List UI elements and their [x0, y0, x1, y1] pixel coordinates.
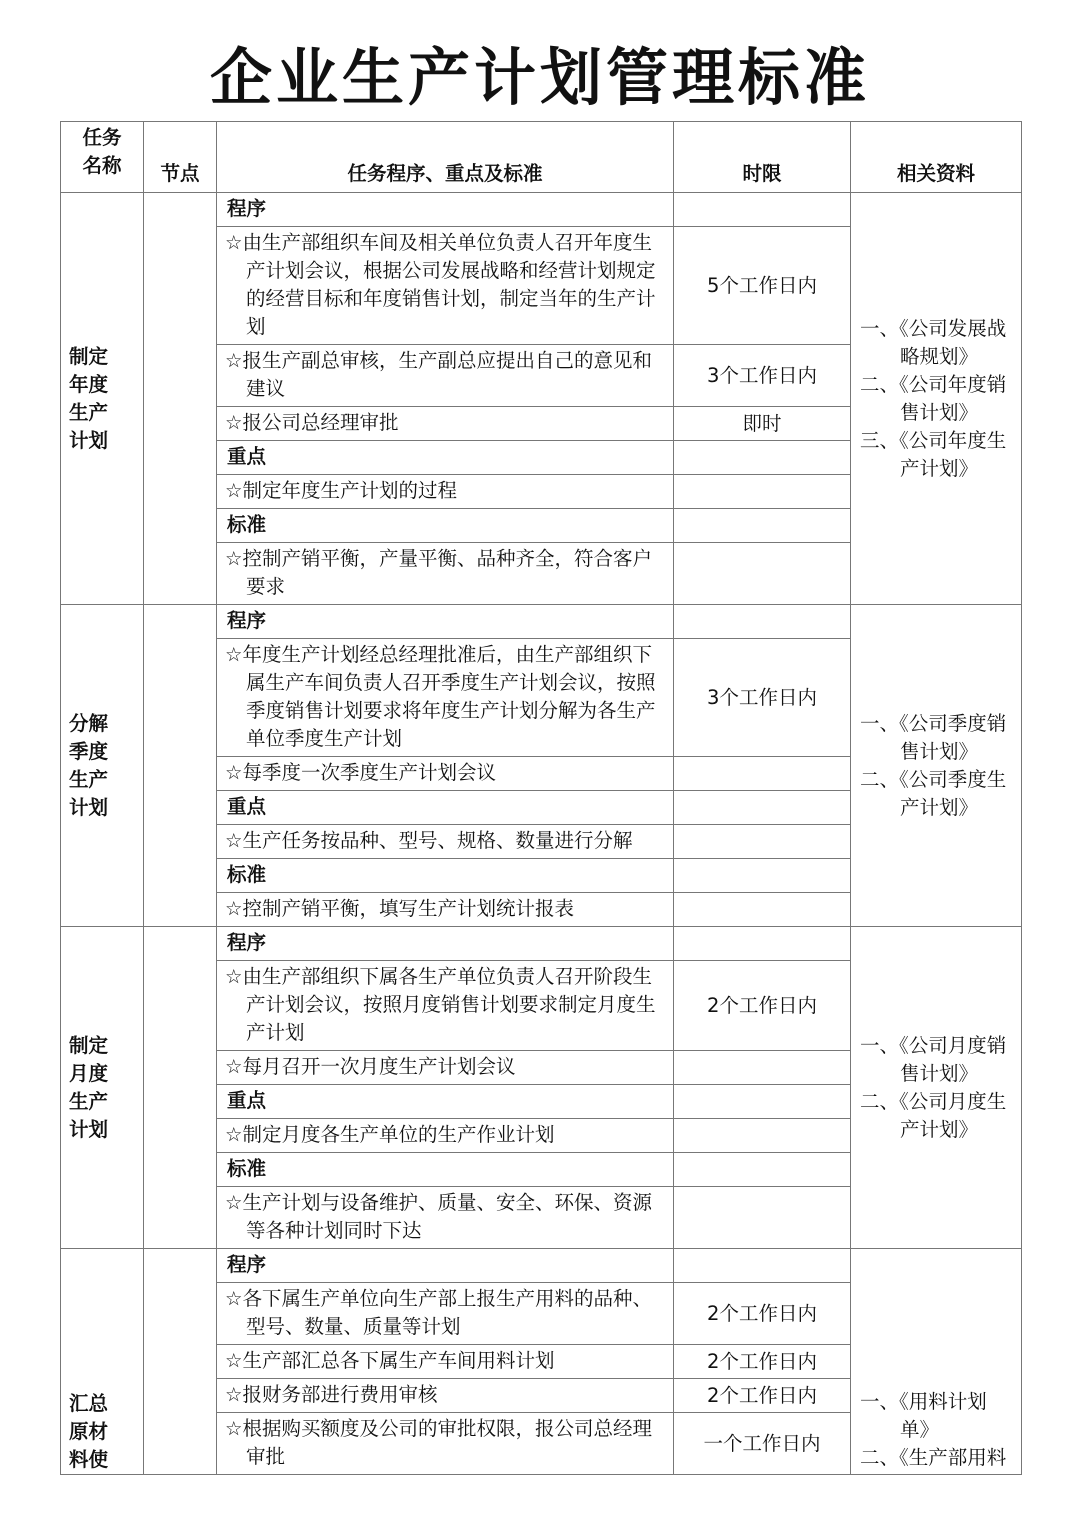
- time-limit: [674, 859, 851, 893]
- reference-item: 二、《公司季度生产计划》: [860, 767, 1007, 819]
- time-limit: [674, 1153, 851, 1187]
- time-limit: 一个工作日内: [674, 1413, 851, 1475]
- procedure-item: ☆制定年度生产计划的过程: [217, 475, 674, 509]
- procedure-item: ☆每月召开一次月度生产计划会议: [217, 1051, 674, 1085]
- section-heading: 程序: [217, 1249, 674, 1283]
- header-task-name: 任务名称: [61, 122, 144, 193]
- procedure-item: ☆生产任务按品种、型号、规格、数量进行分解: [217, 825, 674, 859]
- reference-item: 三、《公司年度生产计划》: [860, 428, 1007, 480]
- header-procedure: 任务程序、重点及标准: [217, 122, 674, 193]
- section-heading: 重点: [217, 441, 674, 475]
- reference-item: 二、《公司年度销售计划》: [860, 372, 1007, 424]
- procedure-item: ☆控制产销平衡，产量平衡、品种齐全，符合客户要求: [217, 543, 674, 605]
- header-time-limit: 时限: [674, 122, 851, 193]
- time-limit: 3个工作日内: [674, 345, 851, 407]
- time-limit: [674, 543, 851, 605]
- time-limit: 3个工作日内: [674, 639, 851, 757]
- table-row: [61, 193, 1022, 227]
- task-name: 制定月度生产计划: [69, 1033, 109, 1141]
- section-heading: 程序: [217, 193, 674, 227]
- task-name-cell: [61, 605, 144, 927]
- time-limit: [674, 475, 851, 509]
- references-cell: [851, 927, 1022, 1249]
- reference-item: 一、《用料计划单》: [860, 1390, 987, 1441]
- time-limit: [674, 1085, 851, 1119]
- time-limit: 2个工作日内: [674, 1283, 851, 1345]
- reference-item: 一、《公司月度销售计划》: [860, 1033, 1007, 1085]
- time-limit: [674, 605, 851, 639]
- section-heading: 重点: [217, 1085, 674, 1119]
- section-heading: 标准: [217, 859, 674, 893]
- header-node: 节点: [144, 122, 217, 193]
- time-limit: [674, 509, 851, 543]
- node-cell: [144, 1249, 217, 1475]
- references-cell: [851, 605, 1022, 927]
- procedure-item: ☆每季度一次季度生产计划会议: [217, 757, 674, 791]
- procedure-item: ☆制定月度各生产单位的生产作业计划: [217, 1119, 674, 1153]
- procedure-item: ☆年度生产计划经总经理批准后，由生产部组织下属生产车间负责人召开季度生产计划会议，按照季度销售计划要求将年度生产计划分解为各生产单位季度生产计划: [217, 639, 674, 757]
- node-cell: [144, 927, 217, 1249]
- references-cell: [851, 193, 1022, 605]
- plan-standard-table: [60, 121, 1022, 1475]
- task-name-cell: [61, 1249, 144, 1475]
- table-row: [61, 927, 1022, 961]
- time-limit: 2个工作日内: [674, 1379, 851, 1413]
- time-limit: [674, 1249, 851, 1283]
- time-limit: [674, 1051, 851, 1085]
- procedure-item: ☆生产部汇总各下属生产车间用料计划: [217, 1345, 674, 1379]
- procedure-item: ☆生产计划与设备维护、质量、安全、环保、资源等各种计划同时下达: [217, 1187, 674, 1249]
- page-title: 企业生产计划管理标准: [209, 41, 870, 114]
- procedure-item: ☆报公司总经理审批: [217, 407, 674, 441]
- task-name: 制定年度生产计划: [69, 344, 109, 452]
- section-heading: 标准: [217, 1153, 674, 1187]
- task-name: 汇总原材料使: [69, 1392, 109, 1471]
- task-name: 分解季度生产计划: [69, 711, 109, 819]
- time-limit: 2个工作日内: [674, 961, 851, 1051]
- table-row: [61, 605, 1022, 639]
- procedure-item: ☆根据购买额度及公司的审批权限，报公司总经理审批: [217, 1413, 674, 1475]
- references-cell: [851, 1249, 1022, 1475]
- section-heading: 重点: [217, 791, 674, 825]
- node-cell: [144, 193, 217, 605]
- header-row: [61, 122, 1022, 193]
- reference-item: 二、《公司月度生产计划》: [860, 1089, 1007, 1141]
- reference-item: 一、《公司发展战略规划》: [860, 316, 1007, 368]
- time-limit: [674, 927, 851, 961]
- time-limit: [674, 193, 851, 227]
- procedure-item: ☆报财务部进行费用审核: [217, 1379, 674, 1413]
- procedure-item: ☆由生产部组织车间及相关单位负责人召开年度生产计划会议，根据公司发展战略和经营计划规定的经营目标和年度销售计划，制定当年的生产计划: [217, 227, 674, 345]
- section-heading: 程序: [217, 927, 674, 961]
- time-limit: [674, 757, 851, 791]
- table-row: [61, 1249, 1022, 1283]
- procedure-item: ☆由生产部组织下属各生产单位负责人召开阶段生产计划会议，按照月度销售计划要求制定月度生产计划: [217, 961, 674, 1051]
- section-heading: 标准: [217, 509, 674, 543]
- header-references: 相关资料: [851, 122, 1022, 193]
- time-limit: 即时: [674, 407, 851, 441]
- task-name-cell: [61, 927, 144, 1249]
- reference-item: 二、《生产部用料: [860, 1446, 1007, 1469]
- time-limit: [674, 1187, 851, 1249]
- time-limit: [674, 791, 851, 825]
- procedure-item: ☆控制产销平衡，填写生产计划统计报表: [217, 893, 674, 927]
- time-limit: [674, 825, 851, 859]
- reference-item: 一、《公司季度销售计划》: [860, 711, 1007, 763]
- time-limit: [674, 1119, 851, 1153]
- time-limit: [674, 441, 851, 475]
- procedure-item: ☆报生产副总审核，生产副总应提出自己的意见和建议: [217, 345, 674, 407]
- time-limit: [674, 893, 851, 927]
- procedure-item: ☆各下属生产单位向生产部上报生产用料的品种、型号、数量、质量等计划: [217, 1283, 674, 1345]
- node-cell: [144, 605, 217, 927]
- time-limit: 2个工作日内: [674, 1345, 851, 1379]
- section-heading: 程序: [217, 605, 674, 639]
- time-limit: 5个工作日内: [674, 227, 851, 345]
- task-name-cell: [61, 193, 144, 605]
